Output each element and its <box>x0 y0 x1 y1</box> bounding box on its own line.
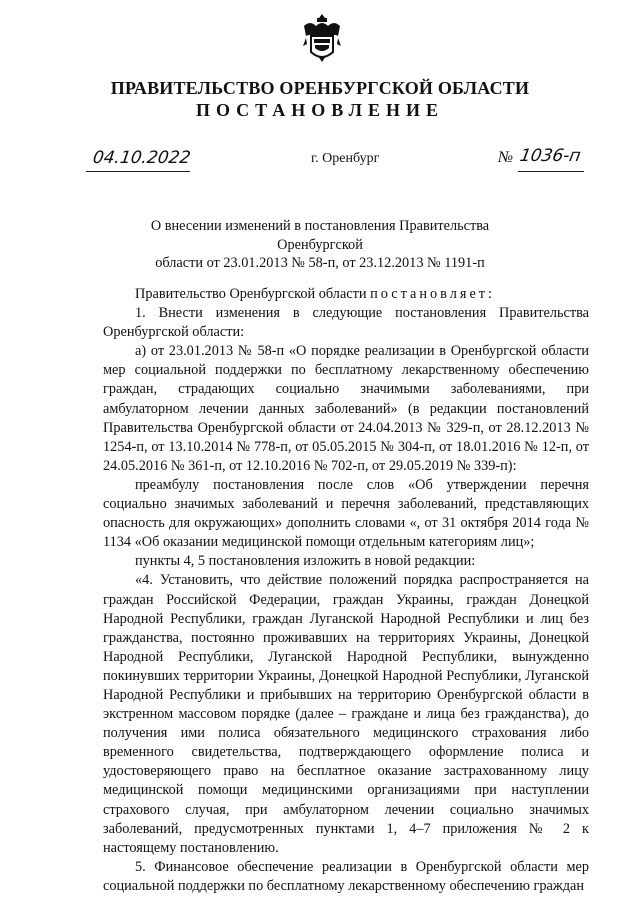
document-number: 1036-п <box>518 146 583 166</box>
subject-line-1: О внесении изменений в постановления Правительства Оренбургской <box>150 218 490 253</box>
paragraph-1: 1. Внести изменения в следующие постановления Правительства Оренбургской области: <box>103 305 589 341</box>
subject-line-2: области от 23.01.2013 № 58-п, от 23.12.2013 № 1191-п <box>155 255 485 271</box>
date-underline <box>86 171 190 172</box>
intro-paragraph <box>103 285 589 304</box>
document-body <box>103 285 589 896</box>
document-subject <box>120 217 520 273</box>
document-date: 04.10.2022 <box>91 148 192 168</box>
paragraph-1a: а) от 23.01.2013 № 58-п «О порядке реализации в Оренбургской области мер социальной поддержки по бесплатному лекарственному обеспечению граждан, страдающих социально значимыми заболеваниями, при амбулаторном лечении данных заболеваний» (в редакции постановлений Правительства Оренбургской области от 24.04.2013 № 329-п, от 28.12.2013 № 1254-п, от 13.10.2014 № 778-п, от 05.05.2015 № 304-п, от 18.01.2016 № 12-п, от 24.05.2016 № 361-п, от 12.10.2016 № 702-п, от 29.05.2019 № 339-п): <box>103 343 589 474</box>
paragraph-5: 5. Финансовое обеспечение реализации в Оренбургской области мер социальной поддержки по бесплатному лекарственному обеспечению граждан <box>103 858 589 894</box>
government-title: ПРАВИТЕЛЬСТВО ОРЕНБУРГСКОЙ ОБЛАСТИ <box>110 78 530 98</box>
paragraph-4: «4. Установить, что действие положений порядка распространяется на граждан Российской Федерации, граждан Украины, граждан Донецкой Народной Республики, граждан Луганской Народной Республики и лиц без гражданства, постоянно проживавших на территориях Украины, Донецкой Народной Республики, Луганской Народной Республики, вынужденно покинувших территории Украины, Донецкой Народной Республики, Луганской Народной Республики и прибывших на территорию Оренбургской области в экстренном массовом порядке (далее – граждане и лица без гражданства), до получения ими полиса обязательного медицинского страхования либо временного свидетельства, подтверждающего оформление полиса и удостоверяющего право на бесплатное оказание застрахованному лицу медицинской помощи медицинскими организациями при наступлении страхового случая, при амбулаторном лечении социально значимых заболеваний, предусмотренных пунктами 1, 4–7 приложения № 2 к настоящему постановлению. <box>103 572 589 856</box>
number-sign: № <box>498 149 514 166</box>
intro-lead: Правительство Оренбургской области <box>135 286 367 302</box>
paragraph-preamble: преамбулу постановления после слов «Об утверждении перечня социально значимых заболеваний и перечня заболеваний, представляющих опасность для окружающих» дополнить словами «, от 31 октября 2014 года № 1134 «Об оказании медицинской помощи отдельным категориям лиц»; <box>103 476 589 551</box>
intro-verb: постановляет: <box>370 286 496 302</box>
number-underline <box>518 171 584 172</box>
paragraph-items: пункты 4, 5 постановления изложить в новой редакции: <box>135 553 476 570</box>
document-city: г. Оренбург <box>311 151 380 166</box>
document-type: ПОСТАНОВЛЕНИЕ <box>195 100 445 120</box>
coat-of-arms-icon <box>300 12 344 64</box>
